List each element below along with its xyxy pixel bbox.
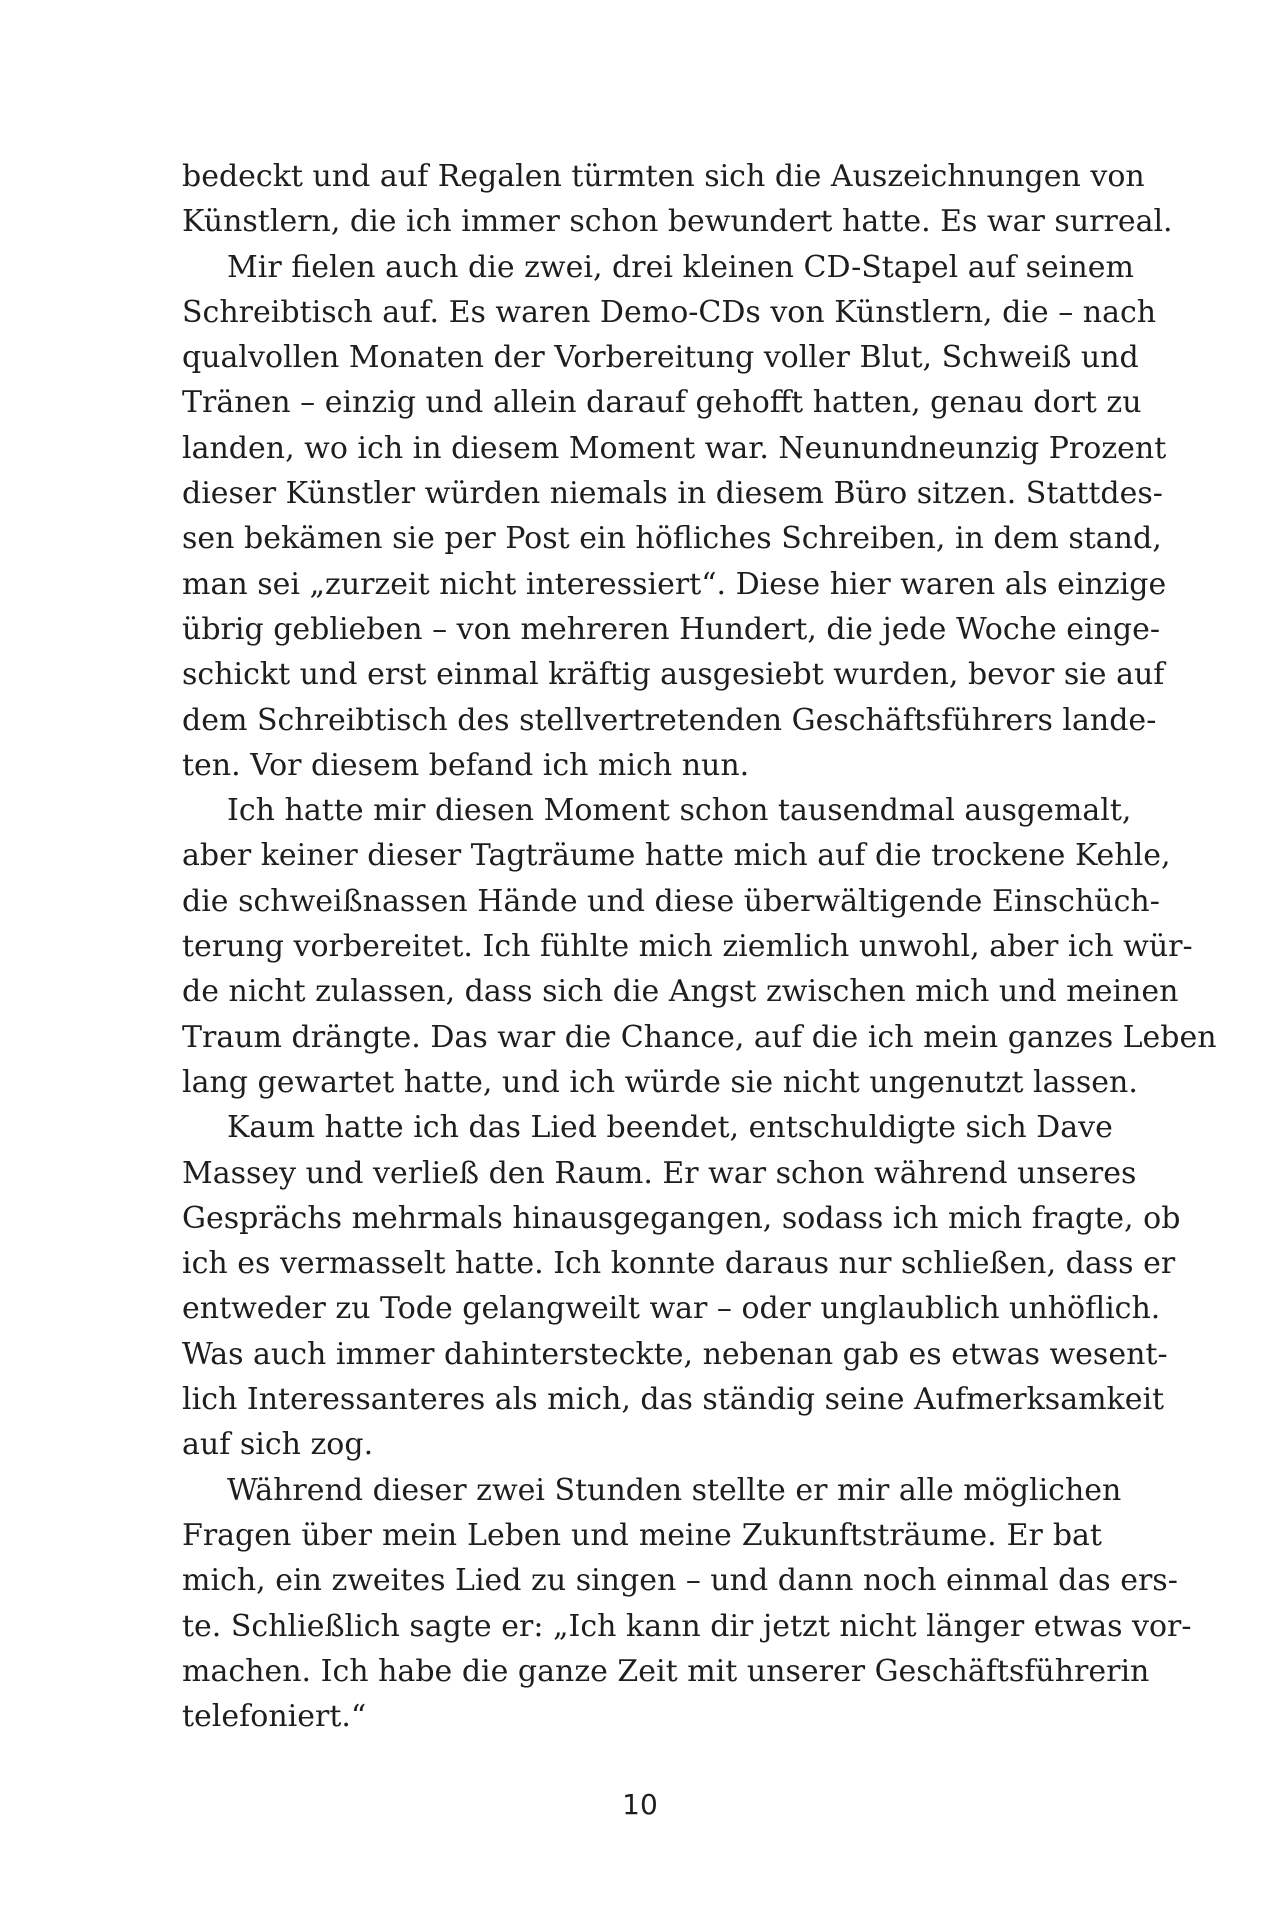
- text-line: auf sich zog.: [182, 1427, 374, 1463]
- text-line: Schreibtisch auf. Es waren Demo-CDs von Künstlern, die – nach: [182, 294, 1157, 330]
- text-line: terung vorbereitet. Ich fühlte mich ziemlich unwohl, aber ich wür-: [182, 929, 1193, 965]
- text-line: dem Schreibtisch des stellvertretenden Geschäftsführers lande-: [182, 702, 1157, 738]
- text-line: te. Schließlich sagte er: „Ich kann dir jetzt nicht länger etwas vor-: [182, 1608, 1192, 1644]
- text-line: qualvollen Monaten der Vorbereitung voller Blut, Schweiß und: [182, 340, 1139, 376]
- text-line: machen. Ich habe die ganze Zeit mit unserer Geschäftsführerin: [182, 1653, 1150, 1689]
- text-line: Ich hatte mir diesen Moment schon tausendmal ausgemalt,: [227, 793, 1132, 829]
- text-line: ten. Vor diesem befand ich mich nun.: [182, 747, 750, 783]
- text-line: sen bekämen sie per Post ein höfliches Schreiben, in dem stand,: [182, 521, 1162, 557]
- text-line: die schweißnassen Hände und diese überwältigende Einschüch-: [182, 883, 1160, 919]
- text-line: Traum drängte. Das war die Chance, auf die ich mein ganzes Leben: [182, 1019, 1217, 1055]
- text-line: schickt und erst einmal kräftig ausgesiebt wurden, bevor sie auf: [182, 657, 1165, 693]
- body-text: [182, 154, 1217, 1739]
- text-line: Mir fielen auch die zwei, drei kleinen CD-Stapel auf seinem: [227, 249, 1134, 285]
- text-line: Während dieser zwei Stunden stellte er mir alle möglichen: [227, 1472, 1122, 1508]
- text-line: landen, wo ich in diesem Moment war. Neunundneunzig Prozent: [182, 430, 1167, 466]
- text-line: dieser Künstler würden niemals in diesem Büro sitzen. Stattdes-: [182, 476, 1163, 512]
- text-line: bedeckt und auf Regalen türmten sich die Auszeichnungen von: [182, 159, 1145, 194]
- text-line: man sei „zurzeit nicht interessiert“. Diese hier waren als einzige: [182, 566, 1167, 602]
- text-line: Kaum hatte ich das Lied beendet, entschuldigte sich Dave: [227, 1110, 1113, 1146]
- text-line: aber keiner dieser Tagträume hatte mich auf die trockene Kehle,: [182, 838, 1171, 874]
- text-line: Fragen über mein Leben und meine Zukunftsträume. Er bat: [182, 1517, 1102, 1553]
- text-line: lang gewartet hatte, und ich würde sie nicht ungenutzt lassen.: [182, 1064, 1138, 1100]
- text-line: Tränen – einzig und allein darauf gehofft hatten, genau dort zu: [182, 385, 1142, 421]
- text-line: Was auch immer dahintersteckte, nebenan gab es etwas wesent-: [182, 1336, 1168, 1372]
- text-line: ich es vermasselt hatte. Ich konnte daraus nur schließen, dass er: [182, 1246, 1176, 1282]
- text-line: entweder zu Tode gelangweilt war – oder unglaublich unhöflich.: [182, 1291, 1161, 1327]
- text-line: Massey und verließ den Raum. Er war schon während unseres: [182, 1155, 1137, 1191]
- text-line: mich, ein zweites Lied zu singen – und dann noch einmal das ers-: [182, 1563, 1178, 1599]
- text-line: lich Interessanteres als mich, das ständig seine Aufmerksamkeit: [182, 1382, 1165, 1418]
- text-line: de nicht zulassen, dass sich die Angst zwischen mich und meinen: [182, 974, 1179, 1010]
- page-number: 10: [622, 1788, 658, 1821]
- text-line: übrig geblieben – von mehreren Hundert, die jede Woche einge-: [182, 611, 1161, 647]
- text-line: telefoniert.“: [182, 1699, 367, 1735]
- text-line: Künstlern, die ich immer schon bewundert hatte. Es war surreal.: [182, 204, 1173, 240]
- text-line: Gesprächs mehrmals hinausgegangen, sodass ich mich fragte, ob: [182, 1200, 1181, 1236]
